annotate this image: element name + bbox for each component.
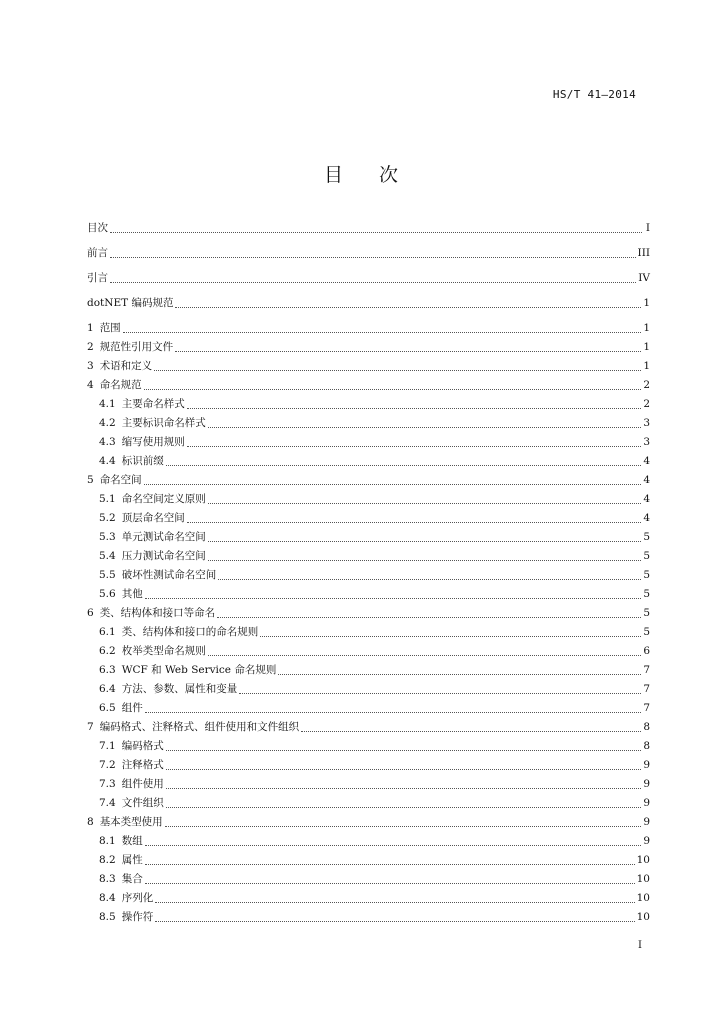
toc-entry-number: 6.5 xyxy=(99,702,116,714)
toc-entry-label: 注释格式 xyxy=(121,759,164,771)
toc-entry-label: 操作符 xyxy=(121,911,154,923)
toc-entry-label: 缩写使用规则 xyxy=(121,436,185,448)
toc-entry-page: 7 xyxy=(643,702,650,714)
toc-entry-page: 1 xyxy=(643,297,650,309)
toc-leader-dots xyxy=(217,617,641,618)
page-number: I xyxy=(638,940,642,951)
toc-subentry[interactable] xyxy=(87,737,650,756)
page-title-part-2: 次 xyxy=(379,164,401,186)
toc-leader-dots xyxy=(166,465,642,466)
toc-entry-label: WCF 和 Web Service 命名规则 xyxy=(121,664,277,676)
toc-subentry[interactable] xyxy=(87,832,650,851)
toc-entry-page: 7 xyxy=(643,664,650,676)
toc-entry-label: 命名空间 xyxy=(99,474,142,486)
toc-entry-page: I xyxy=(645,222,650,234)
toc-entry-label: 组件 xyxy=(121,702,143,714)
toc-leader-dots xyxy=(278,674,641,675)
toc-entry-number: 4.1 xyxy=(99,398,116,410)
toc-entry-label: 数组 xyxy=(121,835,143,847)
toc-entry-number: 8 xyxy=(87,816,94,828)
toc-entry[interactable] xyxy=(87,813,650,832)
toc-entry-number: 5.6 xyxy=(99,588,116,600)
toc-leader-dots xyxy=(166,788,642,789)
toc-leader-dots xyxy=(144,389,642,390)
toc-subentry[interactable] xyxy=(87,414,650,433)
toc-entry-number: 5.1 xyxy=(99,493,116,505)
toc-entry-number: 4.2 xyxy=(99,417,116,429)
toc-leader-dots xyxy=(175,307,641,308)
toc-leader-dots xyxy=(187,408,642,409)
toc-entry-page: 5 xyxy=(643,550,650,562)
toc-entry-page: 2 xyxy=(643,379,650,391)
toc-entry-number: 7 xyxy=(87,721,94,733)
toc-entry-label: 枚举类型命名规则 xyxy=(121,645,206,657)
toc-leader-dots xyxy=(239,693,641,694)
toc-entry-page: 5 xyxy=(643,626,650,638)
toc-entry-label: 集合 xyxy=(121,873,143,885)
toc-subentry[interactable] xyxy=(87,528,650,547)
toc-leader-dots xyxy=(110,232,642,233)
toc-entry-number: 7.4 xyxy=(99,797,116,809)
toc-subentry[interactable] xyxy=(87,509,650,528)
toc-leader-dots xyxy=(208,541,642,542)
toc-leader-dots xyxy=(144,484,642,485)
toc-entry-number: 6.4 xyxy=(99,683,116,695)
toc-leader-dots xyxy=(145,845,642,846)
table-of-contents xyxy=(87,219,650,927)
toc-entry-page: 1 xyxy=(643,322,650,334)
toc-entry-page: 9 xyxy=(643,778,650,790)
toc-entry-label: 方法、参数、属性和变量 xyxy=(121,683,238,695)
toc-entry-page: 10 xyxy=(636,873,650,885)
toc-leader-dots xyxy=(145,883,635,884)
toc-entry[interactable] xyxy=(87,718,650,737)
toc-entry-number: 8.3 xyxy=(99,873,116,885)
toc-entry-page: 9 xyxy=(643,797,650,809)
toc-entry-label: 文件组织 xyxy=(121,797,164,809)
toc-leader-dots xyxy=(166,769,642,770)
toc-entry-page: 6 xyxy=(643,645,650,657)
toc-leader-dots xyxy=(208,655,642,656)
toc-leader-dots xyxy=(208,427,642,428)
toc-entry-label: 命名空间定义原则 xyxy=(121,493,206,505)
toc-entry-page: 4 xyxy=(643,493,650,505)
toc-entry[interactable] xyxy=(87,244,650,263)
toc-subentry[interactable] xyxy=(87,623,650,642)
toc-entry-number: 6 xyxy=(87,607,94,619)
toc-entry[interactable] xyxy=(87,604,650,623)
toc-entry-page: 5 xyxy=(643,607,650,619)
toc-subentry[interactable] xyxy=(87,699,650,718)
toc-entry-label: 标识前缀 xyxy=(121,455,164,467)
toc-entry-label: 组件使用 xyxy=(121,778,164,790)
toc-entry-number: 2 xyxy=(87,341,94,353)
toc-entry-number: 8.2 xyxy=(99,854,116,866)
toc-leader-dots xyxy=(154,370,641,371)
toc-entry-page: 5 xyxy=(643,531,650,543)
toc-leader-dots xyxy=(260,636,641,637)
toc-entry-label: 破坏性测试命名空间 xyxy=(121,569,217,581)
toc-entry-label: 术语和定义 xyxy=(99,360,153,372)
toc-entry-label: dotNET 编码规范 xyxy=(87,297,174,309)
toc-leader-dots xyxy=(145,864,635,865)
toc-leader-dots xyxy=(123,332,642,333)
toc-leader-dots xyxy=(145,598,642,599)
toc-entry-page: IV xyxy=(638,272,650,284)
toc-entry-label: 主要标识命名样式 xyxy=(121,417,206,429)
toc-entry-page: 8 xyxy=(643,721,650,733)
toc-subentry[interactable] xyxy=(87,433,650,452)
toc-subentry[interactable] xyxy=(87,756,650,775)
toc-leader-dots xyxy=(165,826,642,827)
toc-leader-dots xyxy=(166,750,642,751)
toc-subentry[interactable] xyxy=(87,547,650,566)
toc-entry-number: 8.5 xyxy=(99,911,116,923)
toc-entry-number: 6.1 xyxy=(99,626,116,638)
toc-entry-label: 属性 xyxy=(121,854,143,866)
toc-entry-label: 主要命名样式 xyxy=(121,398,185,410)
toc-leader-dots xyxy=(110,282,636,283)
toc-entry-label: 类、结构体和接口的命名规则 xyxy=(121,626,259,638)
toc-entry-page: 2 xyxy=(643,398,650,410)
toc-entry-number: 6.2 xyxy=(99,645,116,657)
toc-entry-page: 4 xyxy=(643,474,650,486)
toc-entry-page: 10 xyxy=(636,911,650,923)
toc-entry[interactable] xyxy=(87,471,650,490)
toc-entry-label: 其他 xyxy=(121,588,143,600)
toc-entry-label: 序列化 xyxy=(121,892,154,904)
toc-entry-page: 10 xyxy=(636,892,650,904)
toc-entry-number: 3 xyxy=(87,360,94,372)
toc-entry-number: 8.4 xyxy=(99,892,116,904)
toc-entry-number: 4.4 xyxy=(99,455,116,467)
toc-subentry[interactable] xyxy=(87,452,650,471)
toc-entry-number: 5.3 xyxy=(99,531,116,543)
toc-subentry[interactable] xyxy=(87,851,650,870)
toc-entry-page: 10 xyxy=(636,854,650,866)
toc-entry-label: 规范性引用文件 xyxy=(99,341,174,353)
toc-entry-page: 5 xyxy=(643,569,650,581)
toc-entry[interactable] xyxy=(87,269,650,288)
toc-entry-label: 前言 xyxy=(87,247,108,259)
toc-entry-label: 编码格式、注释格式、组件使用和文件组织 xyxy=(99,721,300,733)
toc-leader-dots xyxy=(218,579,641,580)
toc-entry-number: 8.1 xyxy=(99,835,116,847)
toc-entry-number: 7.2 xyxy=(99,759,116,771)
toc-entry-number: 4.3 xyxy=(99,436,116,448)
toc-leader-dots xyxy=(110,257,636,258)
toc-entry-page: III xyxy=(637,247,650,259)
toc-entry-number: 5.4 xyxy=(99,550,116,562)
toc-subentry[interactable] xyxy=(87,661,650,680)
toc-subentry[interactable] xyxy=(87,395,650,414)
toc-subentry[interactable] xyxy=(87,680,650,699)
toc-leader-dots xyxy=(187,522,642,523)
toc-entry-page: 9 xyxy=(643,835,650,847)
toc-leader-dots xyxy=(208,560,642,561)
toc-entry[interactable] xyxy=(87,376,650,395)
toc-entry-page: 5 xyxy=(643,588,650,600)
toc-entry-page: 4 xyxy=(643,455,650,467)
toc-leader-dots xyxy=(166,807,642,808)
toc-leader-dots xyxy=(145,712,642,713)
toc-entry-page: 9 xyxy=(643,759,650,771)
document-code: HS/T 41—2014 xyxy=(552,88,636,101)
toc-subentry[interactable] xyxy=(87,794,650,813)
toc-entry-label: 引言 xyxy=(87,272,108,284)
toc-entry[interactable] xyxy=(87,338,650,357)
toc-entry[interactable] xyxy=(87,219,650,238)
toc-entry[interactable] xyxy=(87,294,650,313)
toc-leader-dots xyxy=(301,731,641,732)
toc-subentry[interactable] xyxy=(87,775,650,794)
toc-entry-page: 7 xyxy=(643,683,650,695)
toc-entry-label: 目次 xyxy=(87,222,108,234)
toc-entry-label: 压力测试命名空间 xyxy=(121,550,206,562)
toc-entry-label: 基本类型使用 xyxy=(99,816,163,828)
toc-entry-page: 1 xyxy=(643,360,650,372)
toc-entry-number: 5 xyxy=(87,474,94,486)
toc-leader-dots xyxy=(175,351,641,352)
toc-leader-dots xyxy=(187,446,642,447)
toc-entry-number: 5.2 xyxy=(99,512,116,524)
toc-leader-dots xyxy=(155,902,634,903)
toc-entry-page: 4 xyxy=(643,512,650,524)
toc-subentry[interactable] xyxy=(87,889,650,908)
toc-entry-number: 1 xyxy=(87,322,94,334)
toc-entry-label: 顶层命名空间 xyxy=(121,512,185,524)
toc-entry-number: 5.5 xyxy=(99,569,116,581)
toc-entry-number: 7.1 xyxy=(99,740,116,752)
toc-entry[interactable] xyxy=(87,357,650,376)
toc-entry-label: 范围 xyxy=(99,322,121,334)
toc-leader-dots xyxy=(155,921,634,922)
page-title xyxy=(0,160,724,187)
toc-entry-number: 6.3 xyxy=(99,664,116,676)
toc-entry-number: 7.3 xyxy=(99,778,116,790)
toc-entry-label: 单元测试命名空间 xyxy=(121,531,206,543)
toc-subentry[interactable] xyxy=(87,870,650,889)
toc-subentry[interactable] xyxy=(87,490,650,509)
page-title-part-1: 目 xyxy=(323,164,345,186)
toc-entry-label: 编码格式 xyxy=(121,740,164,752)
toc-subentry[interactable] xyxy=(87,908,650,927)
toc-entry-page: 3 xyxy=(643,417,650,429)
toc-subentry[interactable] xyxy=(87,585,650,604)
toc-entry-number: 4 xyxy=(87,379,94,391)
toc-entry[interactable] xyxy=(87,319,650,338)
toc-subentry[interactable] xyxy=(87,566,650,585)
toc-entry-page: 1 xyxy=(643,341,650,353)
toc-entry-page: 8 xyxy=(643,740,650,752)
toc-subentry[interactable] xyxy=(87,642,650,661)
toc-entry-page: 3 xyxy=(643,436,650,448)
toc-leader-dots xyxy=(208,503,642,504)
toc-entry-label: 命名规范 xyxy=(99,379,142,391)
toc-entry-label: 类、结构体和接口等命名 xyxy=(99,607,216,619)
toc-entry-page: 9 xyxy=(643,816,650,828)
